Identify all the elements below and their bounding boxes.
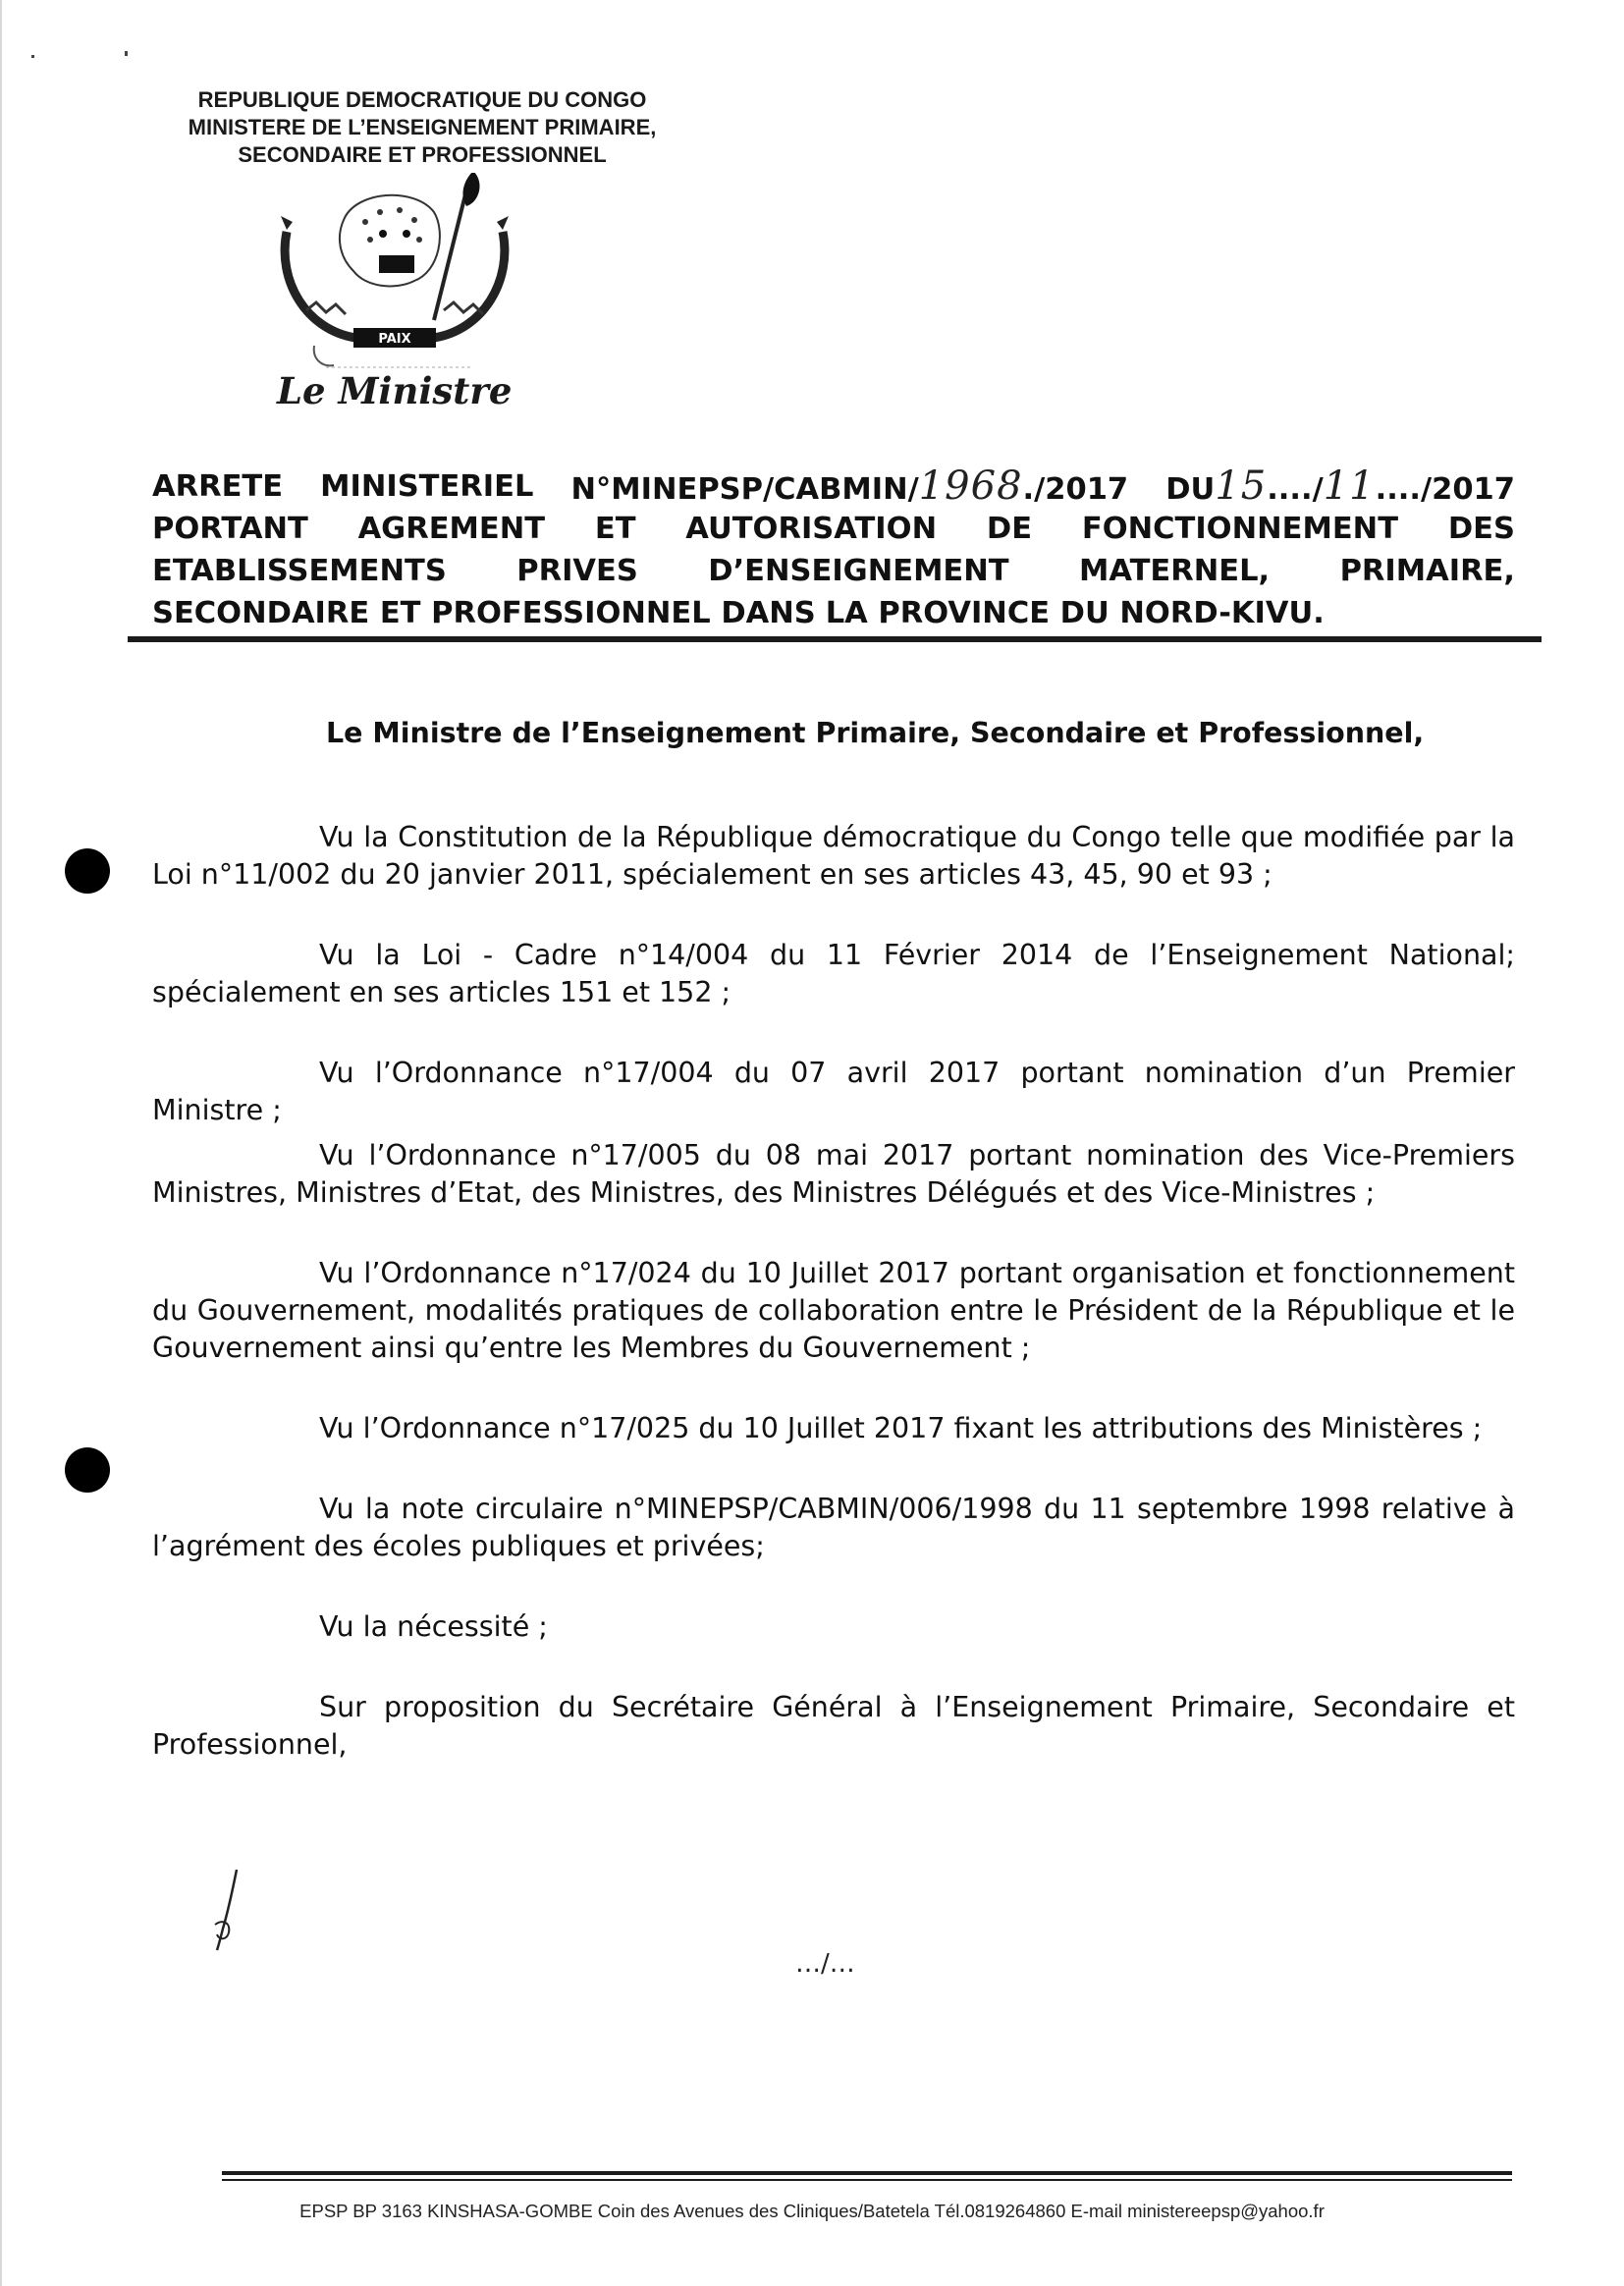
scan-speck <box>31 55 34 58</box>
title-word: PRIVES <box>516 554 638 588</box>
title-word: MINISTERIEL <box>320 469 534 504</box>
footer-address: EPSP BP 3163 KINSHASA-GOMBE Coin des Avenues des Cliniques/Batetela Tél.0819264860 E-mail ministereepsp@yahoo.fr <box>299 2201 1325 2221</box>
title-word: ET <box>594 512 636 546</box>
punch-hole-top <box>65 848 110 894</box>
arrete-title-line-2 <box>152 508 1515 550</box>
scan-margin-line <box>0 0 2 2286</box>
title-word: ..../2017 <box>1375 472 1515 507</box>
title-underline <box>128 636 1542 642</box>
arrete-title <box>152 465 1515 634</box>
paragraph-ordonnance-17-025: Vu l’Ordonnance n°17/025 du 10 Juillet 2017 fixant les attributions des Ministères ; <box>319 1412 1483 1444</box>
paragraph-proposition: Sur proposition du Secrétaire Général à l’Enseignement Primaire, Secondaire et Professionnel, <box>152 1691 1515 1761</box>
title-word: FONCTIONNEMENT <box>1081 512 1399 546</box>
banner-label: PAIX <box>378 332 411 347</box>
minister-heading: Le Ministre de l’Enseignement Primaire, Secondaire et Professionnel, <box>326 717 1425 749</box>
leopard-mouth-shape <box>379 255 414 273</box>
footer-rule-thin <box>222 2179 1512 2181</box>
arrete-title-line-3 <box>152 550 1515 592</box>
letterhead <box>147 86 697 169</box>
footer-rule-thick <box>222 2171 1512 2175</box>
initials-mark <box>209 1866 248 1954</box>
arrete-title-line-4 <box>152 592 1515 634</box>
handwritten-day: 15 <box>1215 463 1268 509</box>
title-word: ETABLISSEMENTS <box>152 554 447 588</box>
paragraph-ordonnance-17-005: Vu l’Ordonnance n°17/005 du 08 mai 2017 portant nomination des Vice-Premiers Ministres, Ministres d’Etat, des Ministres, des Ministres Délégués et des Vice-Ministres ; <box>152 1139 1515 1209</box>
arrete-date <box>1165 465 1515 508</box>
spear-shape <box>434 183 468 320</box>
paragraph-constitution: Vu la Constitution de la République démocratique du Congo telle que modifiée par la Loi n°11/002 du 20 janvier 2011, spécialement en ses articles 43, 45, 90 et 93 ; <box>152 821 1515 891</box>
title-word: DES <box>1447 512 1515 546</box>
title-word: AGREMENT <box>357 512 546 546</box>
paragraph-ordonnance-17-024: Vu l’Ordonnance n°17/024 du 10 Juillet 2017 portant organisation et fonctionnement du Gouvernement, modalités pratiques de collaboration entre le Président de la République et le Gouvernement ainsi qu’entre les Membres du Gouvernement ; <box>152 1257 1515 1364</box>
paragraph-note-circulaire: Vu la note circulaire n°MINEPSP/CABMIN/006/1998 du 11 septembre 1998 relative à l’agrément des écoles publiques et privées; <box>152 1493 1515 1562</box>
title-word: DE <box>986 512 1033 546</box>
title-word: ./2017 <box>1022 472 1129 507</box>
title-word: ..../ <box>1267 472 1324 507</box>
scan-speck <box>125 51 128 56</box>
handwritten-number: 1968 <box>918 463 1023 509</box>
letterhead-country: REPUBLIQUE DEMOCRATIQUE DU CONGO <box>197 87 647 112</box>
continuation-marker: …/… <box>795 1949 855 1979</box>
title-word: DU <box>1165 472 1216 507</box>
punch-hole-bottom <box>65 1447 110 1493</box>
handwritten-month: 11 <box>1323 463 1376 509</box>
title-word: MATERNEL, <box>1079 554 1271 588</box>
letterhead-ministry-cont: SECONDAIRE ET PROFESSIONNEL <box>238 142 607 167</box>
title-word: ARRETE <box>152 469 284 504</box>
left-tusk-shape <box>285 232 355 338</box>
title-word: AUTORISATION <box>685 512 938 546</box>
title-word: D’ENSEIGNEMENT <box>708 554 1009 588</box>
document-body <box>152 819 1515 1764</box>
title-word: SECONDAIRE ET PROFESSIONNEL DANS <box>152 596 816 630</box>
arrete-title-line-1 <box>152 465 1515 508</box>
title-word: N°MINEPSP/CABMIN/ <box>570 472 919 507</box>
paragraph-necessite: Vu la nécessité ; <box>319 1610 548 1643</box>
coat-of-arms-emblem <box>267 173 522 369</box>
letterhead-ministry: MINISTERE DE L’ENSEIGNEMENT PRIMAIRE, <box>188 115 657 139</box>
title-word: LA PROVINCE DU NORD-KIVU. <box>825 596 1325 630</box>
paragraph-loi-cadre: Vu la Loi - Cadre n°14/004 du 11 Février 2014 de l’Enseignement National; spécialement en ses articles 151 et 152 ; <box>152 939 1515 1008</box>
title-word: PORTANT <box>152 512 308 546</box>
spear-head-shape <box>462 173 479 206</box>
title-word: PRIMAIRE, <box>1339 554 1515 588</box>
minister-title: Le Ministre <box>277 369 513 412</box>
paragraph-ordonnance-17-004: Vu l’Ordonnance n°17/004 du 07 avril 2017 portant nomination d’un Premier Ministre ; <box>152 1057 1515 1126</box>
arrete-reference <box>570 465 1128 508</box>
